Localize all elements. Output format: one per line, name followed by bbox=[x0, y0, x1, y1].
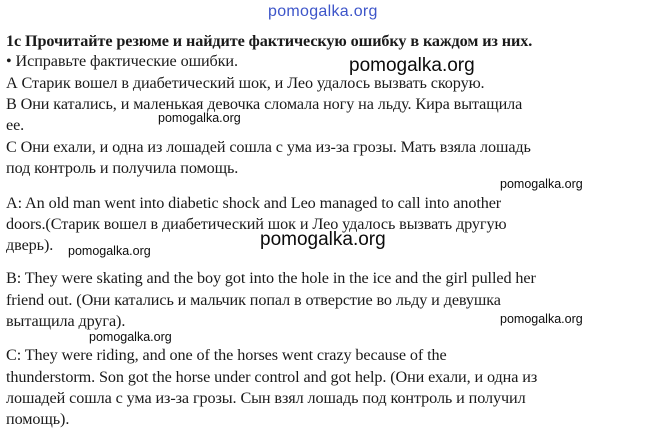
watermark: pomogalka.org bbox=[500, 312, 583, 326]
instruction: • Исправьте фактические ошибки. bbox=[6, 52, 238, 70]
answer-a-line1: A: An old man went into diabetic shock and Leo managed to call into another bbox=[6, 194, 502, 212]
watermark: pomogalka.org bbox=[68, 244, 151, 258]
answer-a-line3: дверь). bbox=[6, 236, 54, 254]
russian-summary-c-line1: С Они ехали, и одна из лошадей сошла с ума из-за грозы. Мать взяла лошадь bbox=[6, 138, 531, 156]
answer-a-line2: doors.(Старик вошел в диабетический шок и Лео удалось вызвать другую bbox=[6, 215, 507, 233]
watermark: pomogalka.org bbox=[349, 55, 475, 76]
answer-b-line1: B: They were skating and the boy got into the hole in the ice and the girl pulled her bbox=[6, 269, 536, 287]
watermark: pomogalka.org bbox=[500, 177, 583, 191]
answer-c-line2: thunderstorm. Son got the horse under control and got help. (Они ехали, и одна из bbox=[6, 368, 538, 386]
answer-c-line3: лошадей сошла с ума из-за грозы. Сын взял лошадь под контроль и получил bbox=[6, 389, 526, 407]
watermark: pomogalka.org bbox=[158, 111, 241, 125]
answer-b-line3: вытащила друга). bbox=[6, 312, 126, 330]
answer-c-line1: C: They were riding, and one of the horses went crazy because of the bbox=[6, 346, 447, 364]
watermark-top: pomogalka.org bbox=[268, 3, 378, 20]
russian-summary-b-line1: В Они катались, и маленькая девочка сломала ногу на льду. Кира вытащила bbox=[6, 95, 523, 113]
russian-summary-a: А Старик вошел в диабетический шок, и Лео удалось вызвать скорую. bbox=[6, 74, 485, 92]
watermark: pomogalka.org bbox=[260, 229, 386, 250]
answer-c-line4: помощь). bbox=[6, 410, 70, 428]
heading: 1c Прочитайте резюме и найдите фактическую ошибку в каждом из них. bbox=[6, 32, 533, 50]
russian-summary-c-line2: под контроль и получила помощь. bbox=[6, 159, 239, 177]
answer-b-line2: friend out. (Они катались и мальчик попал в отверстие во льду и девушка bbox=[6, 291, 501, 309]
russian-summary-b-line2: ее. bbox=[6, 116, 25, 134]
watermark: pomogalka.org bbox=[89, 330, 172, 344]
